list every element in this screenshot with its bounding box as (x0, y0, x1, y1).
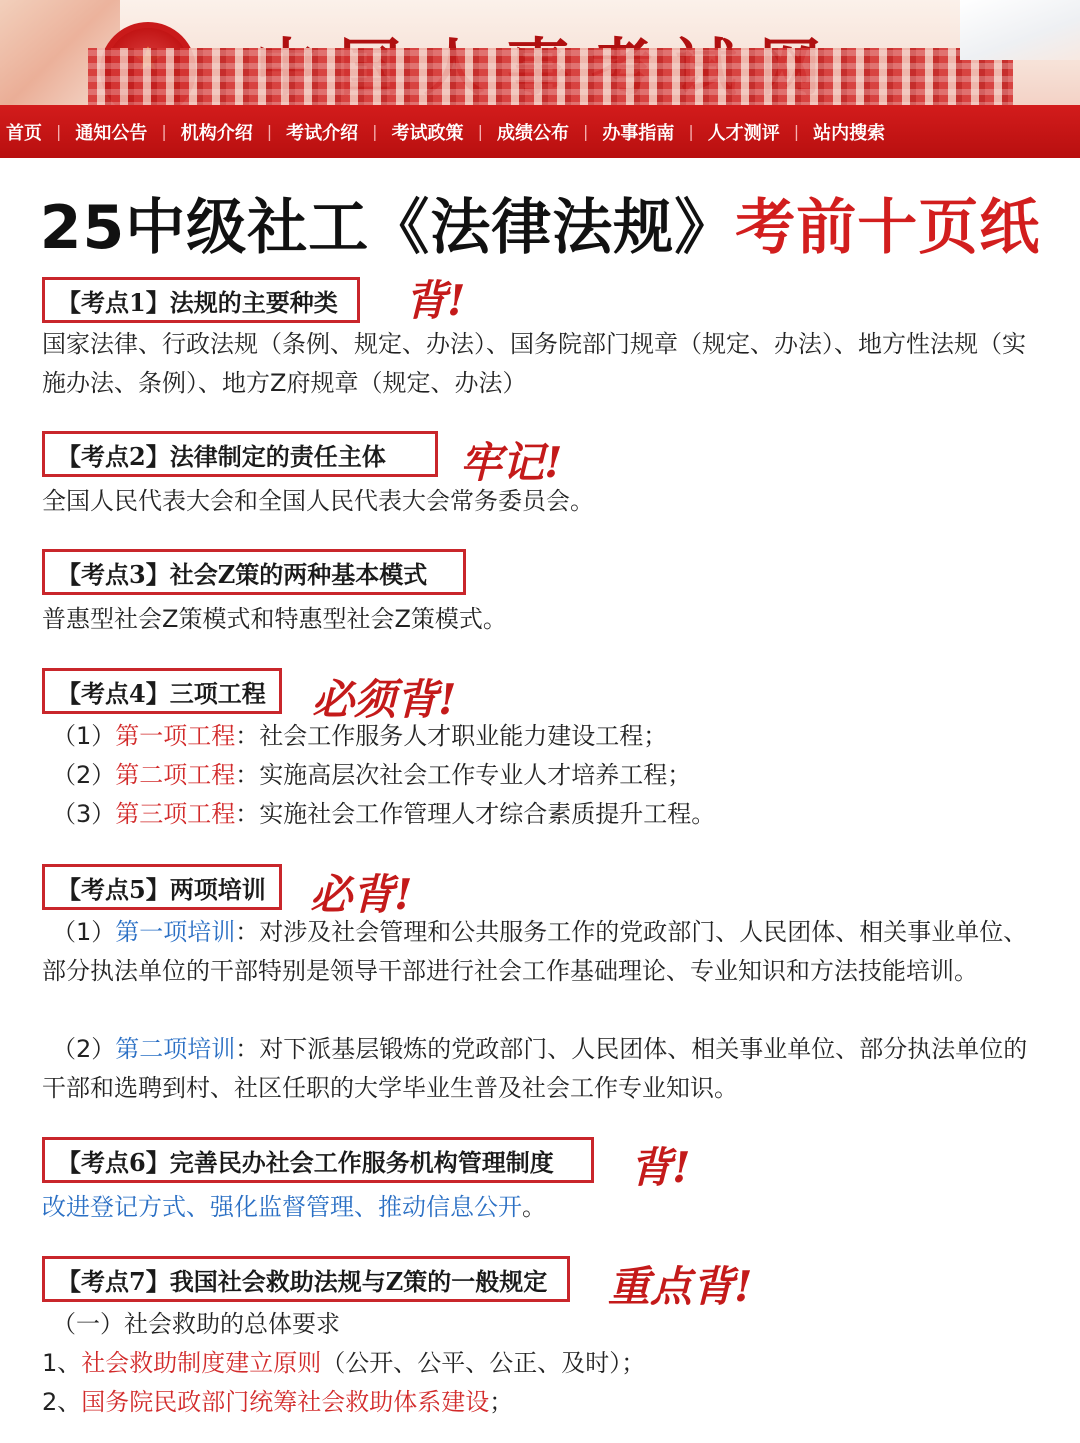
section-6-body (42, 1188, 546, 1227)
item-text: ：实施高层次社会工作专业人才培养工程； (235, 761, 692, 789)
item-number: （1） (52, 722, 116, 750)
item-key: 第三项工程 (115, 800, 236, 828)
section-4-item (52, 795, 715, 834)
section-5-item (42, 913, 1042, 991)
section-5-label: 【考点5】两项培训 (42, 864, 282, 910)
nav-item-guide[interactable]: 办事指南 (602, 122, 675, 144)
nav-item-policy[interactable]: 考试政策 (391, 122, 464, 144)
item-number: （1） (52, 918, 116, 946)
item-key: 第一项培训 (115, 918, 236, 946)
item-key: 社会救助制度建立原则 (81, 1349, 322, 1377)
item-text: ：对涉及社会管理和公共服务工作的党政部门、人民团体、相关事业单位、部分执法单位的干部特别是领导干部进行社会工作基础理论、专业知识和方法技能培训。 (42, 918, 1028, 985)
section-5-stamp: 必背! (310, 870, 413, 919)
nav-separator: | (266, 122, 273, 141)
section-3-label: 【考点3】社会Z策的两种基本模式 (42, 549, 466, 595)
section-5-item (42, 1030, 1042, 1108)
section-6-stamp: 背! (630, 1143, 691, 1192)
item-number: （2） (52, 761, 116, 789)
section-4-stamp: 必须背! (312, 675, 457, 724)
nav-item-home[interactable]: 首页 (6, 122, 42, 144)
section-2-stamp: 牢记! (460, 438, 563, 487)
item-text: ：实施社会工作管理人才综合素质提升工程。 (235, 800, 716, 828)
section-7-label: 【考点7】我国社会救助法规与Z策的一般规定 (42, 1256, 570, 1302)
item-number: （2） (52, 1035, 116, 1063)
nav-separator: | (477, 122, 483, 141)
section-2-body: 全国人民代表大会和全国人民代表大会常务委员会。 (42, 487, 594, 515)
section-1-body: 国家法律、行政法规（条例、规定、办法）、国务院部门规章（规定、办法）、地方性法规（实施办法、条例）、地方Z府规章（规定、办法） (42, 330, 1026, 397)
nav-separator: | (161, 122, 167, 141)
item-number: 1、 (42, 1349, 82, 1377)
page-title (0, 180, 1080, 266)
item-text: （公开、公平、公正、及时）； (321, 1349, 646, 1377)
item-key: 第二项培训 (115, 1035, 236, 1063)
section-4-label: 【考点4】三项工程 (42, 668, 282, 714)
title-black: 25中级社工《法律法规》 (39, 193, 736, 263)
section-1-label: 【考点1】法规的主要种类 (42, 277, 360, 323)
nav-item-assessment[interactable]: 人才测评 (707, 122, 780, 144)
item-text: ； (489, 1388, 514, 1416)
item-key: 第一项工程 (115, 722, 236, 750)
nav-item-notices[interactable]: 通知公告 (75, 122, 148, 144)
section-7-item (42, 1383, 513, 1422)
item-text: ：社会工作服务人才职业能力建设工程； (235, 722, 668, 750)
nav-separator: | (582, 122, 589, 141)
nav-item-about[interactable]: 机构介绍 (180, 122, 253, 144)
section-6-end: 。 (522, 1193, 546, 1221)
item-number: （3） (52, 800, 116, 828)
section-6-text: 改进登记方式、强化监督管理、推动信息公开 (42, 1193, 522, 1221)
mosaic-overlay (88, 48, 1013, 105)
section-1-stamp: 背! (405, 276, 466, 325)
section-4-item (52, 717, 667, 756)
item-text: ：对下派基层锻炼的党政部门、人民团体、相关事业单位、部分执法单位的干部和选聘到村、社区任职的大学毕业生普及社会工作专业知识。 (42, 1035, 1028, 1102)
section-7-stamp: 重点背! (608, 1262, 753, 1311)
section-2-label: 【考点2】法律制定的责任主体 (42, 431, 438, 477)
section-4-item (52, 756, 691, 795)
nav-separator: | (56, 122, 62, 141)
section-3-body: 普惠型社会Z策模式和特惠型社会Z策模式。 (42, 605, 507, 633)
nav-item-exams[interactable]: 考试介绍 (286, 122, 359, 144)
item-key: 国务院民政部门统筹社会救助体系建设 (81, 1388, 490, 1416)
nav-bar (0, 105, 1080, 158)
section-7-item (42, 1344, 645, 1383)
nav-item-search[interactable]: 站内搜索 (813, 122, 886, 144)
nav-separator: | (793, 122, 800, 141)
section-6-label: 【考点6】完善民办社会工作服务机构管理制度 (42, 1137, 594, 1183)
title-red: 考前十页纸 (735, 193, 1041, 263)
item-number: 2、 (42, 1388, 82, 1416)
nav-item-scores[interactable]: 成绩公布 (496, 122, 569, 144)
nav-separator: | (688, 122, 694, 141)
item-key: 第二项工程 (115, 761, 236, 789)
header-banner (0, 0, 1080, 105)
section-7-subheading: （一）社会救助的总体要求 (52, 1310, 340, 1338)
sky-image (960, 0, 1080, 60)
nav-separator: | (372, 122, 378, 141)
